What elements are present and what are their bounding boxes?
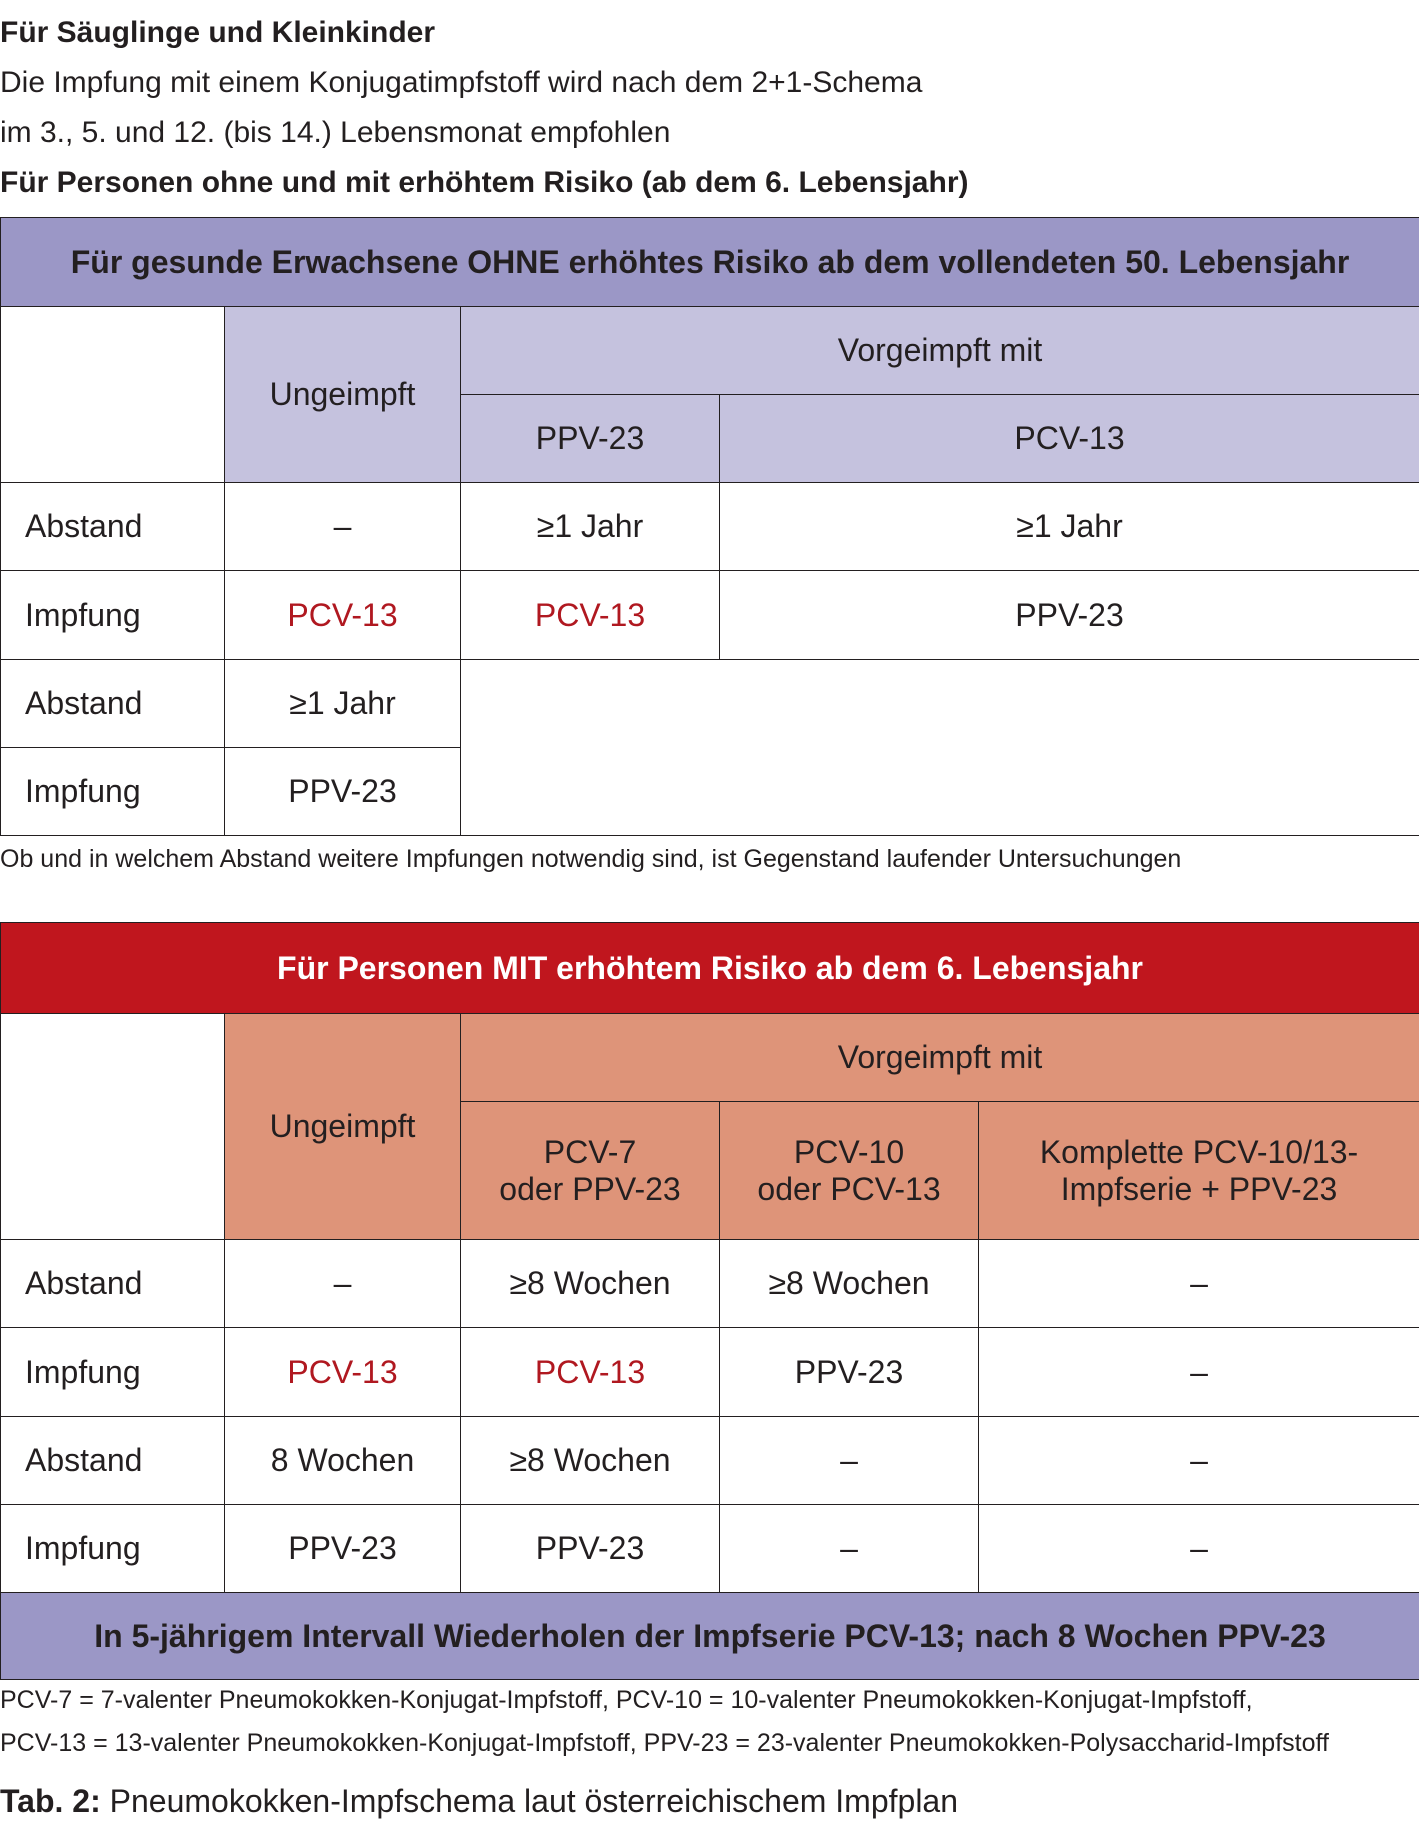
subcol-line: oder PCV-13	[757, 1170, 941, 1207]
row-label: Abstand	[1, 483, 225, 571]
table-cell: –	[979, 1505, 1419, 1593]
table-cell: PPV-23	[225, 748, 461, 836]
caption-text: Pneumokokken-Impfschema laut österreichischem Impfplan	[100, 1783, 959, 1819]
table-cell: ≥1 Jahr	[225, 660, 461, 748]
table-cell-highlight: PCV-13	[461, 571, 720, 660]
subcol-line: Komplette PCV-10/13-	[1039, 1133, 1359, 1170]
table-cell: –	[720, 1417, 979, 1505]
infant-line-1: Die Impfung mit einem Konjugatimpfstoff wird nach dem 2+1-Schema	[0, 66, 923, 99]
table-row	[1, 660, 1419, 748]
subcol-line: PCV-7	[543, 1133, 637, 1170]
table2-col-unvaccinated: Ungeimpft	[225, 1014, 461, 1240]
table-cell: ≥8 Wochen	[461, 1240, 720, 1328]
table-cell: ≥1 Jahr	[461, 483, 720, 571]
row-label: Impfung	[1, 748, 225, 836]
table-row	[1, 571, 1419, 660]
table-row	[1, 1240, 1419, 1328]
table2-col-prevaccinated: Vorgeimpft mit	[461, 1014, 1419, 1102]
row-label: Abstand	[1, 660, 225, 748]
footnote-line-2: PCV-13 = 13-valenter Pneumokokken-Konjugat-Impfstoff, PPV-23 = 23-valenter Pneumokokken-Polysaccharid-Impfstoff	[0, 1729, 1329, 1757]
persons-heading: Für Personen ohne und mit erhöhtem Risiko (ab dem 6. Lebensjahr)	[0, 166, 969, 199]
table1-note: Ob und in welchem Abstand weitere Impfungen notwendig sind, ist Gegenstand laufender Untersuchungen	[0, 845, 1182, 873]
row-label: Abstand	[1, 1417, 225, 1505]
subcol-line: Impfserie + PPV-23	[1060, 1170, 1338, 1207]
table-cell: PPV-23	[720, 1328, 979, 1417]
subcol-line: oder PPV-23	[499, 1170, 681, 1207]
table-without-risk	[0, 217, 1419, 836]
table-cell: ≥8 Wochen	[720, 1240, 979, 1328]
subcol-line: PCV-10	[793, 1133, 905, 1170]
table2-corner-cell	[1, 1014, 225, 1240]
table-cell-highlight: PCV-13	[461, 1328, 720, 1417]
infant-heading: Für Säuglinge und Kleinkinder	[0, 16, 436, 49]
table1-empty-block	[461, 660, 1419, 836]
table1-col-unvaccinated: Ungeimpft	[225, 307, 461, 483]
table-cell-highlight: PCV-13	[225, 571, 461, 660]
table-cell: –	[979, 1417, 1419, 1505]
table-cell: PPV-23	[461, 1505, 720, 1593]
table1-subcol-ppv23: PPV-23	[461, 395, 720, 483]
table2-footer: In 5-jährigem Intervall Wiederholen der Impfserie PCV-13; nach 8 Wochen PPV-23	[1, 1593, 1419, 1680]
table-cell: –	[225, 483, 461, 571]
table2-subcol-pcv10-pcv13	[720, 1102, 979, 1240]
row-label: Impfung	[1, 1505, 225, 1593]
table-cell: –	[225, 1240, 461, 1328]
table-cell-highlight: PCV-13	[225, 1328, 461, 1417]
table1-title: Für gesunde Erwachsene OHNE erhöhtes Risiko ab dem vollendeten 50. Lebensjahr	[1, 218, 1419, 307]
table1-col-prevaccinated: Vorgeimpft mit	[461, 307, 1419, 395]
table-row	[1, 1505, 1419, 1593]
row-label: Impfung	[1, 1328, 225, 1417]
table-cell: ≥8 Wochen	[461, 1417, 720, 1505]
table1-subcol-pcv13: PCV-13	[720, 395, 1419, 483]
table-cell: ≥1 Jahr	[720, 483, 1419, 571]
table-cell: PPV-23	[720, 571, 1419, 660]
footnote-line-1: PCV-7 = 7-valenter Pneumokokken-Konjugat-Impfstoff, PCV-10 = 10-valenter Pneumokokken-Konjugat-Impfstoff,	[0, 1686, 1253, 1714]
table-cell: PPV-23	[225, 1505, 461, 1593]
row-label: Impfung	[1, 571, 225, 660]
table2-subcol-pcv7-ppv23	[461, 1102, 720, 1240]
intro-section	[0, 8, 1410, 208]
table2-subcol-complete-series	[979, 1102, 1419, 1240]
table-row	[1, 1328, 1419, 1417]
table-with-risk	[0, 922, 1419, 1680]
table-row	[1, 1417, 1419, 1505]
row-label: Abstand	[1, 1240, 225, 1328]
table2-title: Für Personen MIT erhöhtem Risiko ab dem 6. Lebensjahr	[1, 923, 1419, 1014]
table-cell: –	[979, 1240, 1419, 1328]
table-cell: –	[720, 1505, 979, 1593]
table-cell: –	[979, 1328, 1419, 1417]
table1-corner-cell	[1, 307, 225, 483]
table-caption	[0, 1783, 958, 1820]
table-cell: 8 Wochen	[225, 1417, 461, 1505]
table-row	[1, 483, 1419, 571]
caption-label: Tab. 2:	[0, 1783, 101, 1819]
infant-line-2: im 3., 5. und 12. (bis 14.) Lebensmonat empfohlen	[0, 116, 671, 149]
